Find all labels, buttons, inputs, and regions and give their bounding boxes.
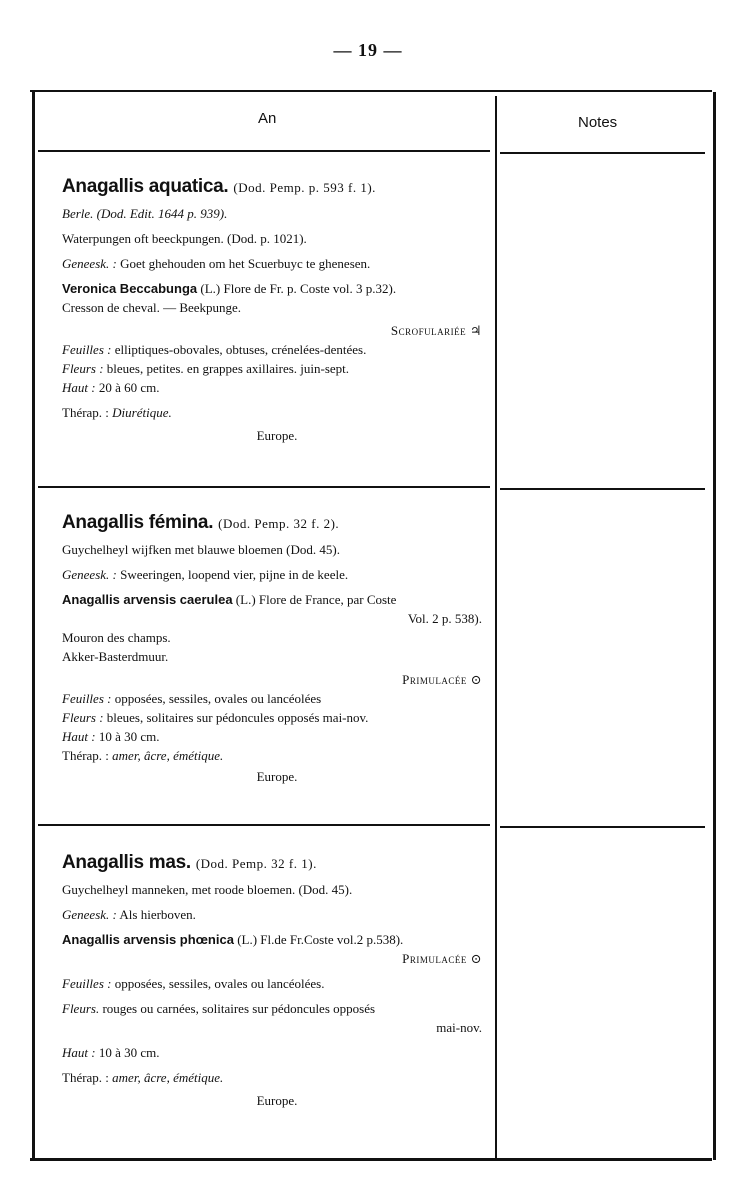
species-line: Anagallis arvensis caerulea (L.) Flore de France, par Coste bbox=[62, 592, 397, 607]
entry-title: Anagallis fémina. (Dod. Pemp. 32 f. 2). bbox=[62, 512, 340, 533]
entry-rule-2-right bbox=[500, 826, 705, 828]
column-divider bbox=[495, 96, 497, 1160]
family-label: Primulacée ⊙ bbox=[402, 951, 482, 966]
flowers-line: Fleurs : bleues, solitaires sur pédoncules opposés mai-nov. bbox=[62, 710, 369, 725]
entry-rule-2-left bbox=[38, 824, 490, 826]
medicinal-line: Geneesk. : Goet ghehouden om het Scuerbuyc te ghenesen. bbox=[62, 256, 371, 271]
flowers-line: Fleurs : bleues, petites. en grappes axillaires. juin-sept. bbox=[62, 361, 350, 376]
synonym-line: Berle. (Dod. Edit. 1644 p. 939). bbox=[62, 206, 228, 221]
vernacular-line: Guychelheyl manneken, met roode bloemen. (Dod. 45). bbox=[62, 882, 353, 897]
column-header-an: An bbox=[258, 110, 277, 127]
column-header-notes: Notes bbox=[578, 114, 618, 131]
vernacular-line: Waterpungen oft beeckpungen. (Dod. p. 1021). bbox=[62, 231, 307, 246]
species-line-cont: Vol. 2 p. 538). bbox=[407, 611, 482, 626]
page-number: — 19 — bbox=[333, 40, 403, 60]
region-line: Europe. bbox=[256, 769, 298, 784]
therapy-line: Thérap. : Diurétique. bbox=[62, 405, 172, 420]
entry-anagallis-aquatica bbox=[62, 176, 482, 445]
height-line: Haut : 10 à 30 cm. bbox=[62, 1045, 160, 1060]
header-rule-right bbox=[500, 152, 705, 154]
leaves-line: Feuilles : opposées, sessiles, ovales ou lancéolées bbox=[62, 691, 322, 706]
leaves-line: Feuilles : elliptiques-obovales, obtuses, crénelées-dentées. bbox=[62, 342, 367, 357]
table-bottom-rule bbox=[30, 1158, 712, 1161]
species-line: Veronica Beccabunga (L.) Flore de Fr. p. Coste vol. 3 p.32). bbox=[62, 281, 397, 296]
flowers-line: Fleurs. rouges ou carnées, solitaires sur pédoncules opposés bbox=[62, 1001, 376, 1016]
common-name-line: Cresson de cheval. — Beekpunge. bbox=[62, 300, 242, 315]
entry-anagallis-femina bbox=[62, 512, 482, 786]
entry-anagallis-mas bbox=[62, 852, 482, 1110]
vernacular-line: Guychelheyl wijfken met blauwe bloemen (Dod. 45). bbox=[62, 542, 340, 557]
entry-title: Anagallis aquatica. (Dod. Pemp. p. 593 f. 1). bbox=[62, 176, 376, 197]
table-top-rule bbox=[30, 90, 712, 92]
header-rule-left bbox=[38, 150, 490, 152]
flowers-line-cont: mai-nov. bbox=[436, 1020, 482, 1035]
height-line: Haut : 20 à 60 cm. bbox=[62, 380, 160, 395]
family-label: Scrofulariée ♃ bbox=[390, 323, 482, 338]
species-line: Anagallis arvensis phœnica (L.) Fl.de Fr.Coste vol.2 p.538). bbox=[62, 932, 404, 947]
entry-rule-1-right bbox=[500, 488, 705, 490]
medicinal-line: Geneesk. : Als hierboven. bbox=[62, 907, 196, 922]
medicinal-line: Geneesk. : Sweeringen, loopend vier, pijne in de keele. bbox=[62, 567, 349, 582]
leaves-line: Feuilles : opposées, sessiles, ovales ou lancéolées. bbox=[62, 976, 325, 991]
region-line: Europe. bbox=[256, 1093, 298, 1108]
entry-rule-1-left bbox=[38, 486, 490, 488]
family-label: Primulacée ⊙ bbox=[402, 672, 482, 687]
common-name-line-2: Akker-Basterdmuur. bbox=[62, 649, 169, 664]
therapy-line: Thérap. : amer, âcre, émétique. bbox=[62, 748, 224, 763]
height-line: Haut : 10 à 30 cm. bbox=[62, 729, 160, 744]
region-line: Europe. bbox=[256, 428, 298, 443]
common-name-line: Mouron des champs. bbox=[62, 630, 171, 645]
entry-title: Anagallis mas. (Dod. Pemp. 32 f. 1). bbox=[62, 852, 317, 873]
therapy-line: Thérap. : amer, âcre, émétique. bbox=[62, 1070, 224, 1085]
